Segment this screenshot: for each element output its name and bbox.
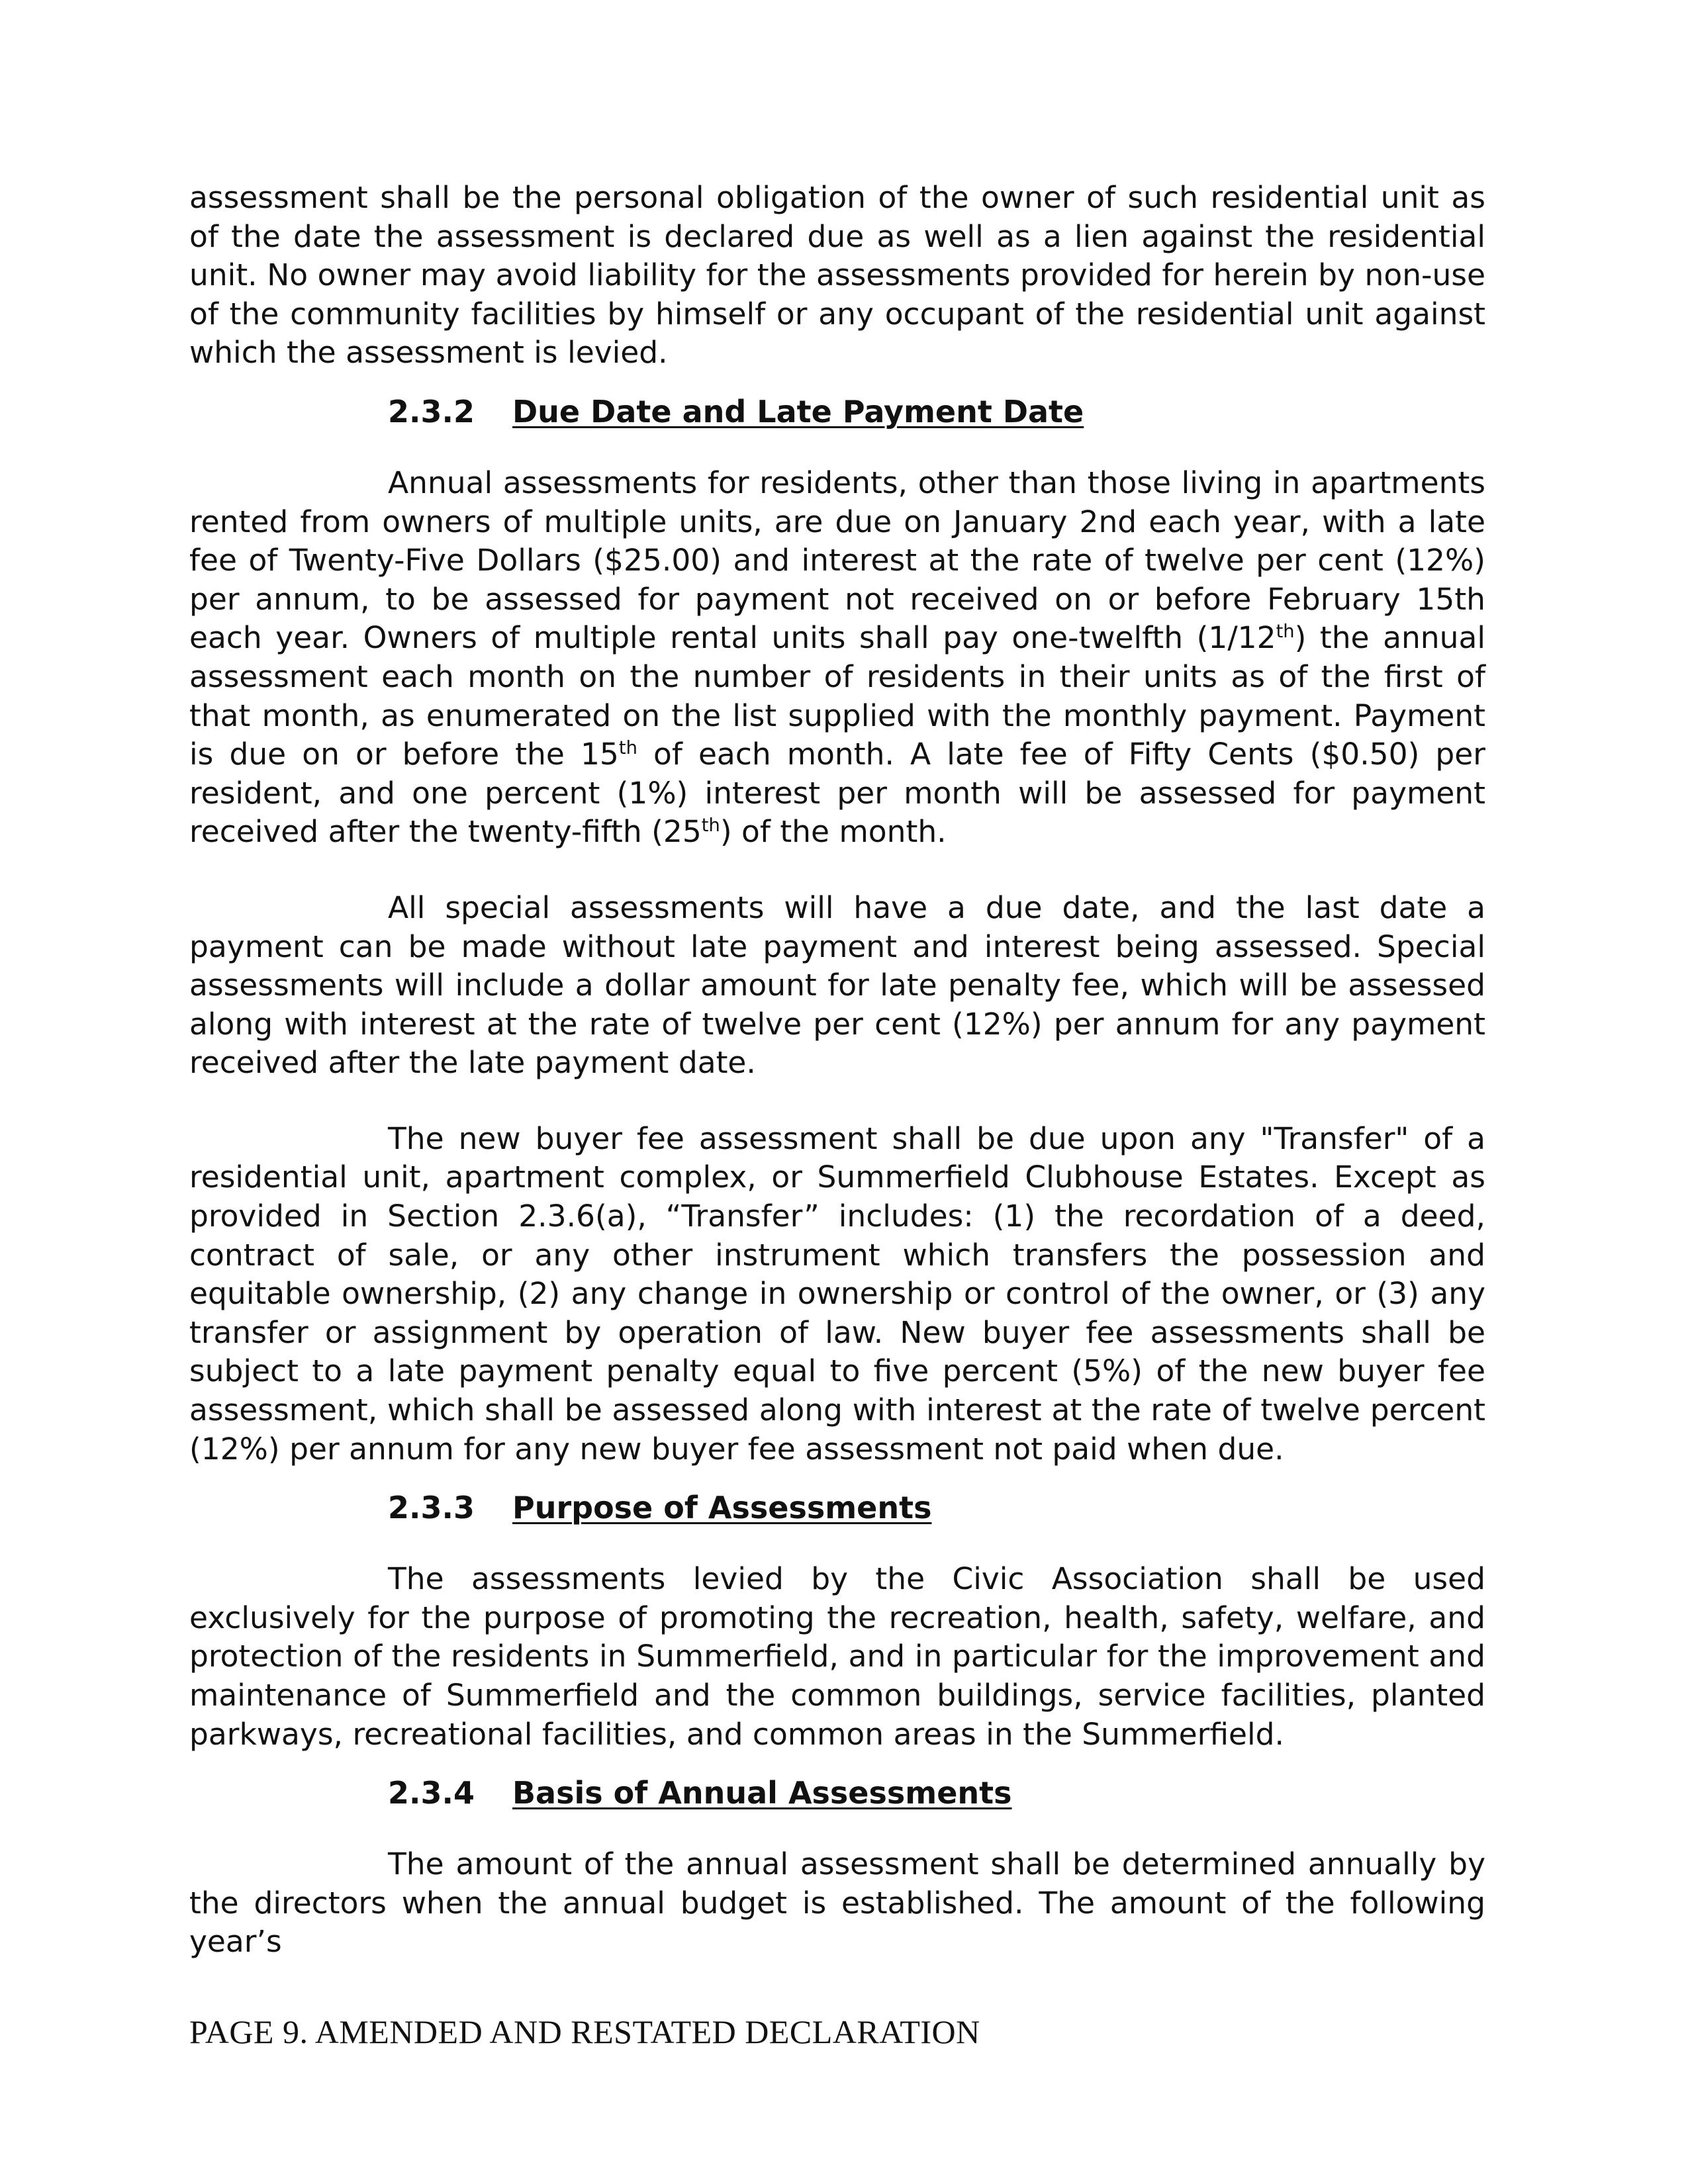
new-buyer-fee-paragraph: The new buyer fee assessment shall be due upon any "Transfer" of a residential unit, apartment complex, or Summerfield Clubhouse Estates. Except as provided in Section 2.3.6(a), “Transfer” includes: (1) the recordation of a deed, contract of sale, or any other instrument which transfers the possession and equitable ownership, (2) any change in ownership or control of the owner, or (3) any transfer or assignment by operation of law. New buyer fee assessments shall be subject to a late payment penalty equal to five percent (5%) of the new buyer fee assessment, which shall be assessed along with interest at the rate of twelve percent (12%) per annum for any new buyer fee assessment not paid when due. bbox=[189, 1120, 1485, 1467]
superscript: th bbox=[701, 815, 720, 837]
section-title: Basis of Annual Assessments bbox=[512, 1775, 1012, 1811]
section-heading-2-3-2 bbox=[189, 392, 1485, 431]
basis-paragraph: The amount of the annual assessment shall be determined annually by the directors when the annual budget is established. The amount of the following year’s bbox=[189, 1846, 1485, 1960]
section-number: 2.3.3 bbox=[388, 1490, 475, 1526]
text-run: Annual assessments for residents, other than those living in apartments rented from owners of multiple units, are due on January 2nd each year, with a late fee of Twenty-Five Dollars ($25.00) and interest at the rate of twelve per cent (12%) per annum, to be assessed for payment not received on or before February 15th each year. Owners of multiple rental units shall pay one-twelfth (1/12 bbox=[189, 465, 1485, 656]
superscript: th bbox=[618, 737, 637, 758]
annual-assessments-paragraph bbox=[189, 464, 1485, 852]
page-footer: PAGE 9. AMENDED AND RESTATED DECLARATION bbox=[189, 2013, 980, 2050]
section-title: Due Date and Late Payment Date bbox=[512, 393, 1084, 430]
section-title: Purpose of Assessments bbox=[512, 1490, 932, 1526]
intro-paragraph: assessment shall be the personal obligation of the owner of such residential unit as of the date the assessment is declared due as well as a lien against the residential unit. No owner may avoid liability for the assessments provided for herein by non-use of the community facilities by himself or any occupant of the residential unit against which the assessment is levied. bbox=[189, 180, 1485, 371]
text-run: of each month. A late fee of Fifty Cents ($0.50) per resident, and one percent (1%) interest per month will be assessed for payment received after the twenty-fifth (25 bbox=[189, 737, 1486, 850]
purpose-paragraph: The assessments levied by the Civic Association shall be used exclusively for the purpose of promoting the recreation, health, safety, welfare, and protection of the residents in Summerfield, and in particular for the improvement and maintenance of Summerfield and the common buildings, service facilities, planted parkways, recreational facilities, and common areas in the Summerfield. bbox=[189, 1561, 1485, 1752]
superscript: th bbox=[1276, 621, 1295, 643]
document-page bbox=[189, 179, 1485, 1962]
text-run: ) of the month. bbox=[720, 814, 947, 850]
section-number: 2.3.2 bbox=[388, 393, 475, 430]
text-run: ) the annual assessment each month on the number of residents in their units as of the first of that month, as enumerated on the list supplied with the monthly payment. Payment is due on or before the 15 bbox=[189, 620, 1485, 772]
section-heading-2-3-3 bbox=[189, 1488, 1485, 1527]
special-assessments-paragraph: All special assessments will have a due date, and the last date a payment can be made without late payment and interest being assessed. Special assessments will include a dollar amount for late penalty fee, which will be assessed along with interest at the rate of twelve per cent (12%) per annum for any payment received after the late payment date. bbox=[189, 889, 1485, 1081]
section-heading-2-3-4 bbox=[189, 1774, 1485, 1812]
section-number: 2.3.4 bbox=[388, 1775, 475, 1811]
